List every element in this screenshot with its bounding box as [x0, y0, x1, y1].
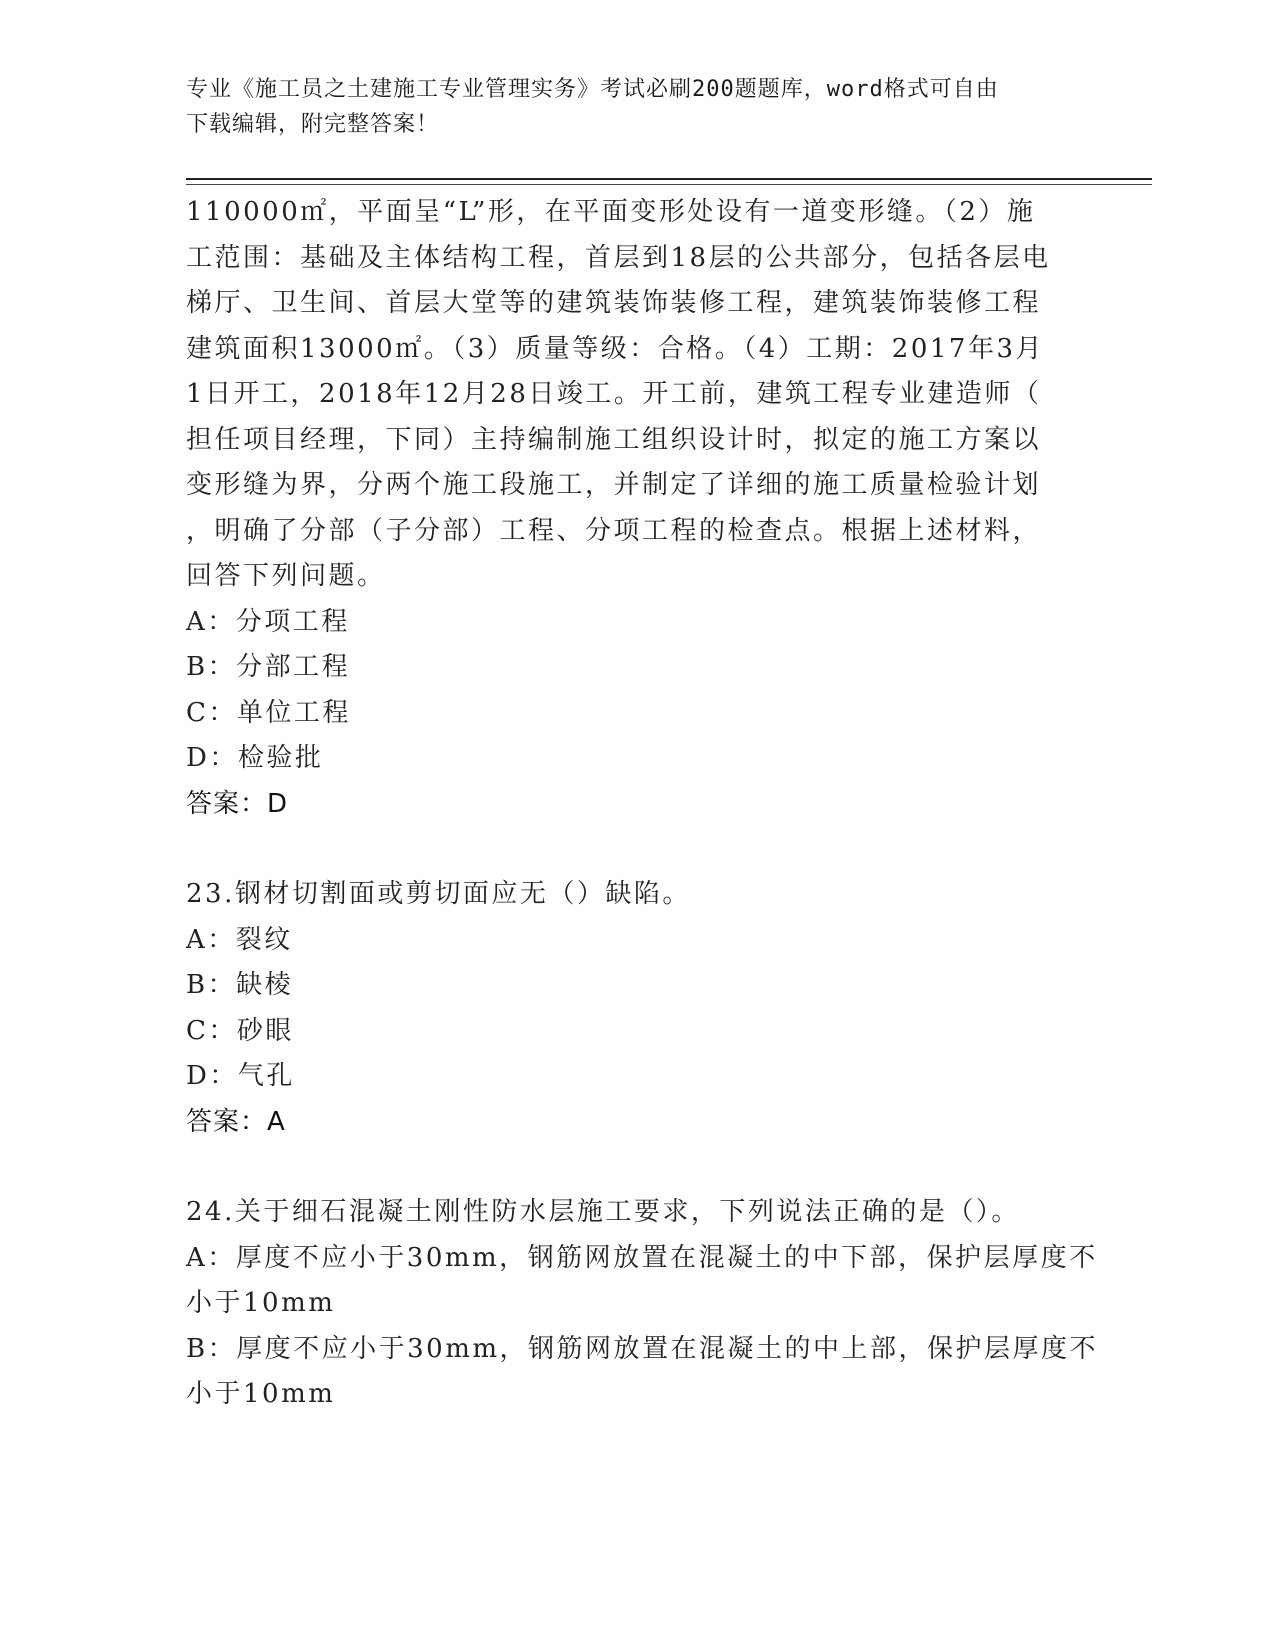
question-24-stem: 24.关于细石混凝土刚性防水层施工要求，下列说法正确的是（）。 — [186, 1197, 1020, 1227]
option-b: B：厚度不应小于30mm，钢筋网放置在混凝土的中上部，保护层厚度不 — [186, 1333, 1098, 1364]
stem-line: ，明确了分部（子分部）工程、分项工程的检查点。根据上述材料， — [186, 515, 1042, 546]
option-b-continuation: 小于10mm — [186, 1379, 336, 1409]
stem-line: 110000㎡，平面呈“L”形，在平面变形处设有一道变形缝。（2）施 — [186, 197, 1036, 227]
option-c: C：单位工程 — [186, 697, 351, 728]
question-22 — [186, 190, 1086, 827]
stem-line: 变形缝为界，分两个施工段施工，并制定了详细的施工质量检验计划 — [186, 470, 1042, 500]
question-24 — [186, 1190, 1098, 1418]
stem-line: 1日开工，2018年12月28日竣工。开工前，建筑工程专业建造师（ — [186, 379, 1042, 409]
header-line-1: 专业《施工员之土建施工专业管理实务》考试必刷200题题库，word格式可自由 — [186, 77, 999, 102]
option-c: C：砂眼 — [186, 1015, 294, 1046]
question-content — [186, 190, 1098, 1418]
stem-line: 担任项目经理，下同）主持编制施工组织设计时，拟定的施工方案以 — [186, 424, 1042, 455]
option-a: A：分项工程 — [186, 606, 350, 637]
stem-line: 建筑面积13000㎡。（3）质量等级：合格。（4）工期：2017年3月 — [186, 333, 1045, 364]
spacer — [186, 1145, 1086, 1190]
option-b: B：分部工程 — [186, 652, 351, 682]
option-a: A：厚度不应小于30mm，钢筋网放置在混凝土的中下部，保护层厚度不 — [186, 1242, 1098, 1273]
document-header — [186, 72, 1086, 142]
stem-line: 工范围：基础及主体结构工程，首层到18层的公共部分，包括各层电 — [186, 242, 1051, 273]
answer-label: 答案：A — [186, 1106, 286, 1137]
stem-line: 回答下列问题。 — [186, 561, 386, 591]
spacer — [186, 827, 1086, 872]
stem-line: 梯厅、卫生间、首层大堂等的建筑装饰装修工程，建筑装饰装修工程 — [186, 288, 1042, 318]
answer-label: 答案：D — [186, 788, 289, 819]
option-d: D：检验批 — [186, 743, 324, 773]
question-23 — [186, 872, 1086, 1145]
option-a: A：裂纹 — [186, 924, 293, 955]
header-divider-thick — [186, 178, 1152, 180]
header-line-2: 下载编辑，附完整答案！ — [186, 112, 440, 137]
option-d: D：气孔 — [186, 1061, 295, 1091]
question-23-stem: 23.钢材切割面或剪切面应无（）缺陷。 — [186, 879, 691, 909]
header-divider-thin — [186, 184, 1152, 185]
option-a-continuation: 小于10mm — [186, 1288, 336, 1318]
question-22-stem — [186, 190, 1086, 600]
option-b: B：缺棱 — [186, 970, 294, 1000]
